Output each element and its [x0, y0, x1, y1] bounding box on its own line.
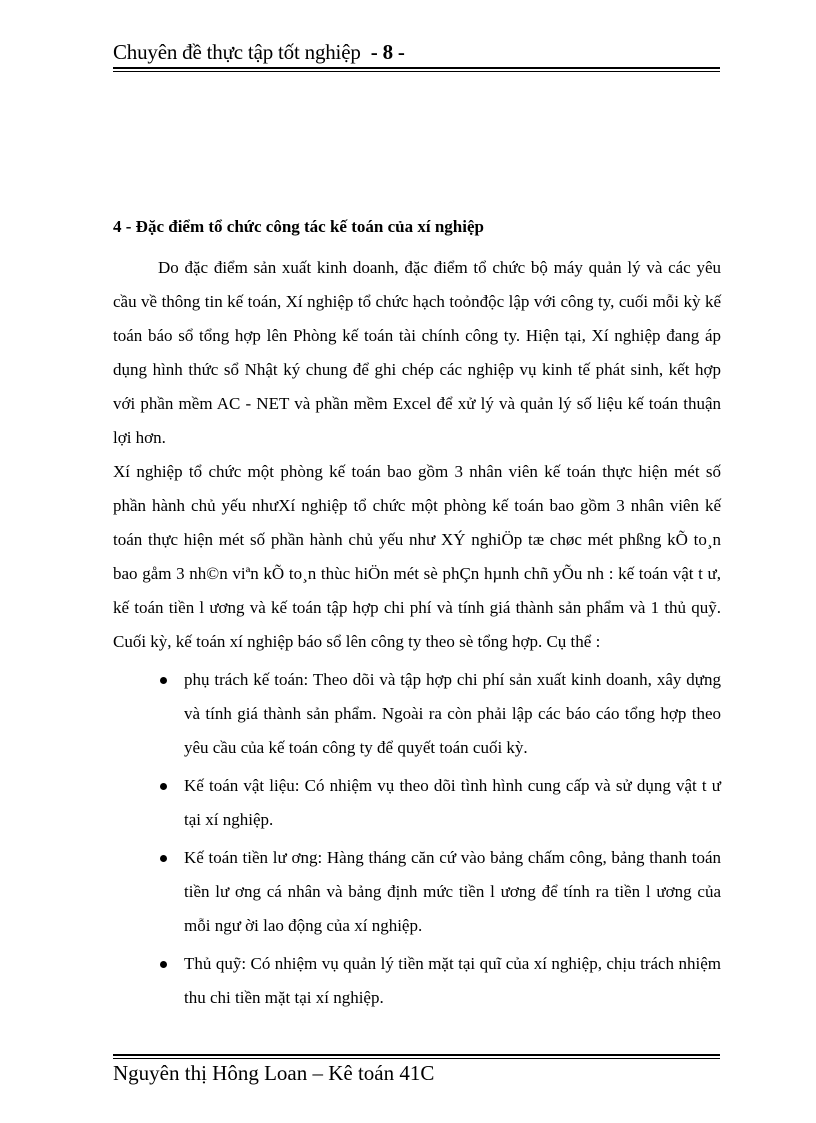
bullet-icon	[160, 961, 167, 968]
list-item-text: Kế toán vật liệu: Có nhiệm vụ theo dõi tình hình cung cấp và sử dụng vật t ư tại xí nghiệp.	[184, 776, 721, 829]
document-body	[113, 215, 721, 1015]
paragraph-2: Xí nghiệp tổ chức một phòng kế toán bao gồm 3 nhân viên kế toán thực hiện mét số phần hành chủ yếu nhưXí nghiệp tổ chức một phòng kế toán bao gồm 3 nhân viên kế toán thực hiện mét số phần hành chủ yếu như XÝ nghiÖp tæ chøc mét phßng kÕ to¸n bao gåm 3 nh©n viªn kÕ to¸n thùc hiÖn mét sè phÇn hµnh chñ yÕu nh : kế toán vật t ư, kế toán tiền l ương và kế toán tập hợp chi phí và tính giá thành sản phẩm và 1 thủ quỹ. Cuối kỳ, kế toán xí nghiệp báo sổ lên công ty theo sè tổng hợp. Cụ thể :	[113, 462, 721, 651]
bullet-icon	[160, 783, 167, 790]
section-heading: 4 - Đặc điểm tổ chức công tác kế toán của xí nghiệp	[113, 217, 484, 236]
page-header	[113, 40, 405, 65]
list-item	[113, 841, 721, 943]
list-item-text: Kế toán tiền lư ơng: Hàng tháng căn cứ vào bảng chấm công, bảng thanh toán tiền lư ơng cá nhân và bảng định mức tiền l ương để tính ra tiền l ương của mỗi ngư ời lao động của xí nghiệp.	[184, 848, 721, 935]
header-rule	[113, 67, 720, 72]
bullet-list	[113, 663, 721, 1015]
list-item-text: phụ trách kế toán: Theo dõi và tập hợp chi phí sản xuất kinh doanh, xây dựng và tính giá thành sản phẩm. Ngoài ra còn phải lập các báo cáo tổng hợp theo yêu cầu của kế toán công ty để quyết toán cuối kỳ.	[184, 670, 721, 757]
bullet-icon	[160, 677, 167, 684]
paragraph-1: Do đặc điểm sản xuất kinh doanh, đặc điểm tổ chức bộ máy quản lý và các yêu cầu về thông tin kế toán, Xí nghiệp tổ chức hạch toỏnđộc lập với công ty, cuối mỗi kỳ kế toán báo sổ tổng hợp lên Phòng kế toán tài chính công ty. Hiện tại, Xí nghiệp đang áp dụng hình thức sổ Nhật ký chung để ghi chép các nghiệp vụ kinh tế phát sinh, kết hợp với phần mềm AC - NET và phần mềm Excel để xử lý và quản lý số liệu kế toán thuận lợi hơn.	[113, 258, 721, 447]
header-title: Chuyên đề thực tập tốt nghiệp	[113, 40, 361, 64]
page-footer: Nguyên thị Hông Loan – Kê toán 41C	[113, 1061, 435, 1085]
list-item	[113, 769, 721, 837]
bullet-icon	[160, 855, 167, 862]
list-item	[113, 947, 721, 1015]
page-number: - 8 -	[370, 40, 405, 64]
footer-rule	[113, 1054, 720, 1059]
list-item-text: Thủ quỹ: Có nhiệm vụ quản lý tiền mặt tại quĩ của xí nghiệp, chịu trách nhiệm thu chi tiền mặt tại xí nghiệp.	[184, 954, 721, 1007]
list-item	[113, 663, 721, 765]
